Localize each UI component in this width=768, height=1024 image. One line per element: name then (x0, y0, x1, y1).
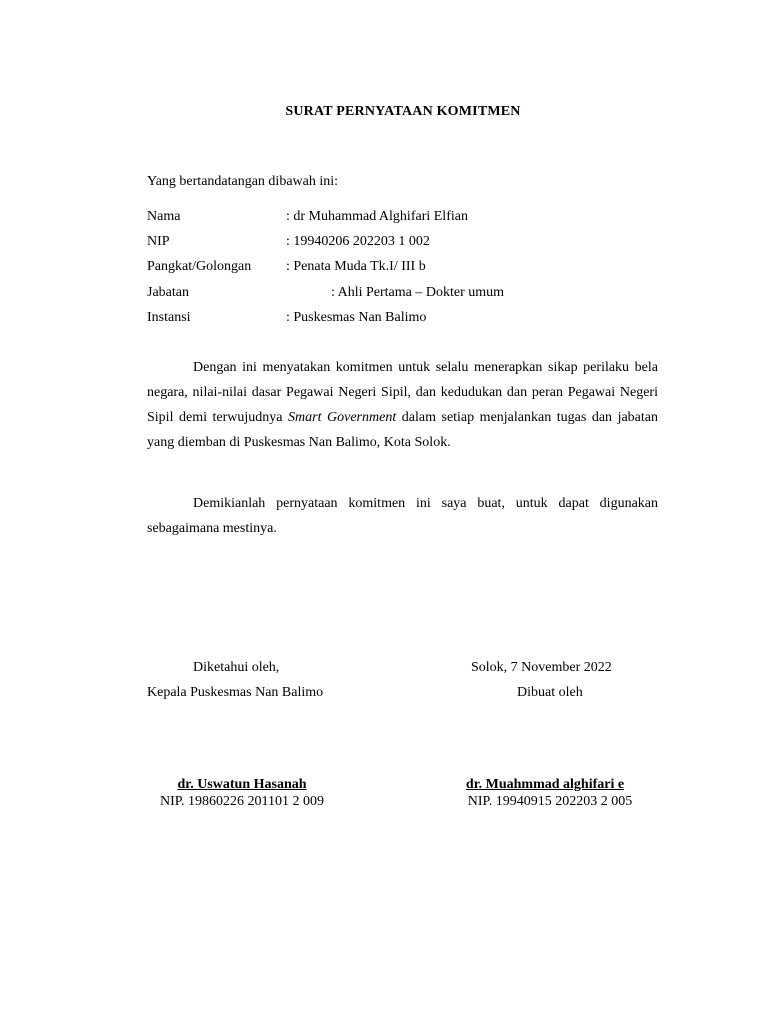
paragraph1-text-end: dalam setiap menjalankan tugas dan jabatan yang diemban di Puskesmas Nan Balimo, Kota Solok. (147, 410, 658, 450)
head-of-puskesmas-label: Kepala Puskesmas Nan Balimo (147, 685, 324, 700)
field-value-pangkat: : Penata Muda Tk.I/ III b (286, 259, 426, 274)
made-by-label: Dibuat oleh (517, 685, 583, 700)
field-value-nip: : 19940206 202203 1 002 (286, 234, 430, 249)
field-label-nama: Nama (147, 209, 181, 224)
field-label-instansi: Instansi (147, 310, 191, 325)
field-label-nip: NIP (147, 234, 170, 249)
field-label-jabatan: Jabatan (147, 285, 189, 300)
right-signatory-name: dr. Muahmmad alghifari e (465, 777, 625, 792)
left-signatory-nip: NIP. 19860226 201101 2 009 (160, 794, 324, 809)
acknowledged-by-label: Diketahui oleh, (193, 660, 280, 675)
place-date-label: Solok, 7 November 2022 (471, 660, 612, 675)
field-value-jabatan: : Ahli Pertama – Dokter umum (331, 285, 505, 300)
right-signatory-nip: NIP. 19940915 202203 2 005 (467, 794, 633, 809)
commitment-paragraph (147, 355, 658, 455)
left-signatory-name: dr. Uswatun Hasanah (177, 777, 307, 792)
intro-text: Yang bertandatangan dibawah ini: (147, 174, 339, 189)
field-label-pangkat: Pangkat/Golongan (147, 259, 252, 274)
paragraph1-text-start: Dengan ini menyatakan komitmen untuk selalu menerapkan sikap perilaku bela negara, nilai-nilai dasar Pegawai Negeri Sipil, dan kedudukan dan peran Pegawai Negeri Sipil demi terwujudnya (147, 360, 658, 425)
field-value-nama: : dr Muhammad Alghifari Elfian (286, 209, 468, 224)
document-title: SURAT PERNYATAAN KOMITMEN (285, 104, 521, 119)
field-value-instansi: : Puskesmas Nan Balimo (286, 310, 427, 325)
smart-government-italic: Smart Government (288, 410, 397, 425)
paragraph2-text: Demikianlah pernyataan komitmen ini saya buat, untuk dapat digunakan sebagaimana mestinya. (147, 496, 658, 536)
closing-paragraph (147, 491, 658, 541)
